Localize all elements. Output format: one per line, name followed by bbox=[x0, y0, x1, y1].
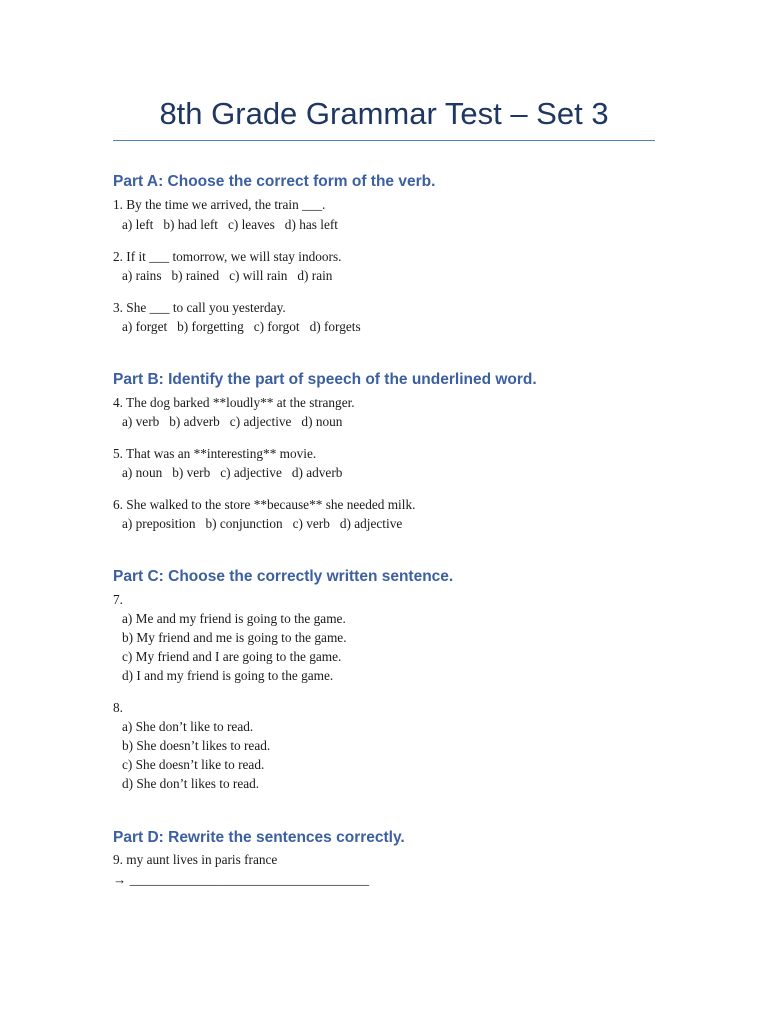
question-8-option-a: a) She don’t like to read. bbox=[122, 719, 254, 734]
question-6-options: a) preposition b) conjunction c) verb d) adjective bbox=[122, 516, 403, 531]
question-4: 4. The dog barked **loudly** at the stranger. bbox=[113, 395, 355, 410]
title-divider bbox=[113, 140, 655, 141]
question-2: 2. If it ___ tomorrow, we will stay indoors. bbox=[113, 249, 342, 264]
question-7: 7. bbox=[113, 592, 123, 607]
question-2-options: a) rains b) rained c) will rain d) rain bbox=[122, 268, 333, 283]
answer-line: → ____________________________________ bbox=[113, 872, 369, 887]
question-7-option-c: c) My friend and I are going to the game. bbox=[122, 649, 342, 664]
question-7-option-b: b) My friend and me is going to the game. bbox=[122, 630, 347, 645]
question-3: 3. She ___ to call you yesterday. bbox=[113, 300, 286, 315]
question-4-options: a) verb b) adverb c) adjective d) noun bbox=[122, 414, 343, 429]
question-6: 6. She walked to the store **because** she needed milk. bbox=[113, 497, 416, 512]
part-d-heading: Part D: Rewrite the sentences correctly. bbox=[113, 829, 405, 846]
question-5-options: a) noun b) verb c) adjective d) adverb bbox=[122, 465, 343, 480]
question-3-options: a) forget b) forgetting c) forgot d) forgets bbox=[122, 319, 361, 334]
page-title: 8th Grade Grammar Test – Set 3 bbox=[159, 96, 609, 131]
question-1-options: a) left b) had left c) leaves d) has left bbox=[122, 217, 338, 232]
question-8-option-b: b) She doesn’t likes to read. bbox=[122, 738, 271, 753]
question-8: 8. bbox=[113, 700, 123, 715]
question-9: 9. my aunt lives in paris france bbox=[113, 852, 278, 867]
part-c-heading: Part C: Choose the correctly written sentence. bbox=[113, 568, 454, 585]
question-8-option-d: d) She don’t likes to read. bbox=[122, 776, 260, 791]
question-5: 5. That was an **interesting** movie. bbox=[113, 446, 317, 461]
question-1: 1. By the time we arrived, the train ___. bbox=[113, 197, 326, 212]
part-a-heading: Part A: Choose the correct form of the verb. bbox=[113, 173, 436, 190]
question-7-option-a: a) Me and my friend is going to the game. bbox=[122, 611, 346, 626]
question-7-option-d: d) I and my friend is going to the game. bbox=[122, 668, 334, 683]
question-8-option-c: c) She doesn’t like to read. bbox=[122, 757, 265, 772]
part-b-heading: Part B: Identify the part of speech of the underlined word. bbox=[113, 371, 537, 388]
